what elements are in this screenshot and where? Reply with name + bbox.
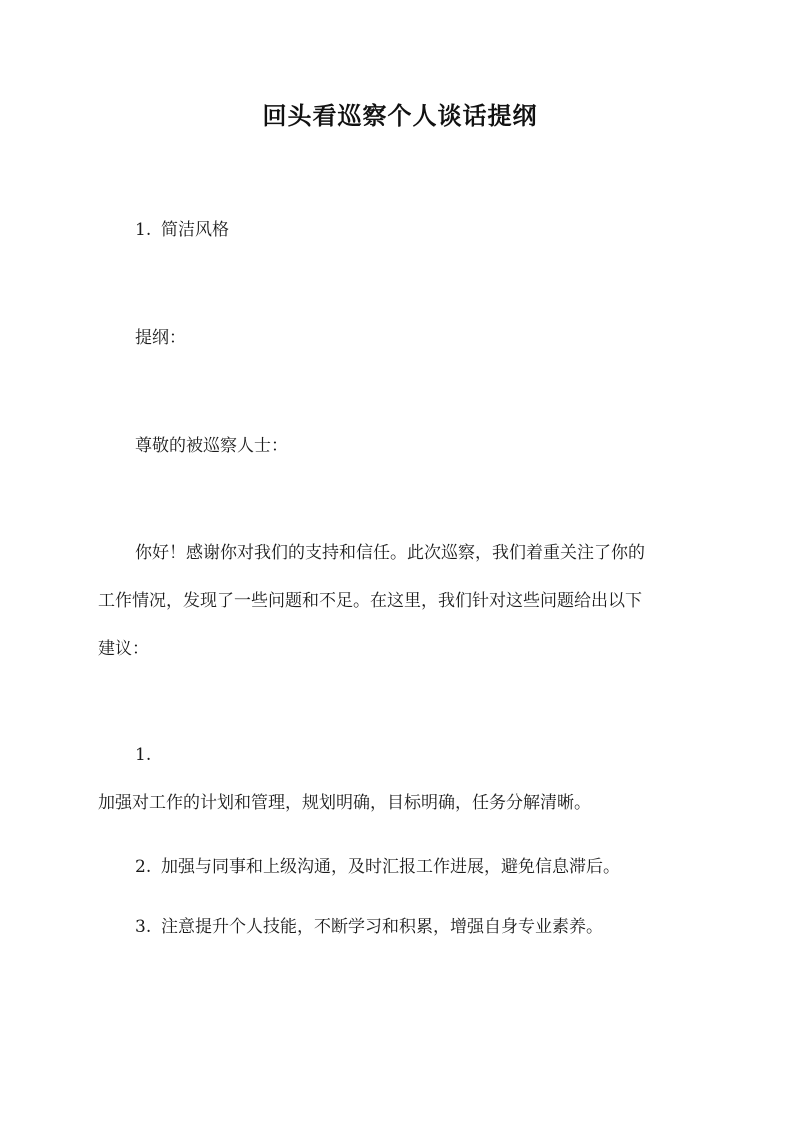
suggestion-3-text: 注意提升个人技能，不断学习和积累，增强自身专业素养。	[161, 917, 603, 937]
document-title: 回头看巡察个人谈话提纲	[262, 101, 538, 130]
suggestion-1-number: 1.	[135, 745, 152, 765]
suggestion-2	[135, 855, 620, 879]
section-number: 1.	[135, 220, 152, 240]
suggestion-2-text: 加强与同事和上级沟通，及时汇报工作进展，避免信息滞后。	[161, 857, 620, 877]
suggestion-1-text: 加强对工作的计划和管理，规划明确，目标明确，任务分解清晰。	[98, 793, 591, 813]
intro-paragraph-line-1: 你好！感谢你对我们的支持和信任。此次巡察，我们着重关注了你的	[135, 543, 645, 563]
suggestion-2-number: 2.	[135, 857, 152, 877]
outline-label: 提纲：	[135, 328, 186, 348]
suggestion-3-number: 3.	[135, 917, 152, 937]
section-heading-text: 简洁风格	[161, 220, 229, 240]
section-heading	[135, 218, 229, 242]
intro-paragraph-line-3: 建议：	[98, 639, 149, 659]
suggestion-3	[135, 915, 603, 939]
intro-paragraph-line-2: 工作情况，发现了一些问题和不足。在这里，我们针对这些问题给出以下	[98, 591, 642, 611]
salutation: 尊敬的被巡察人士：	[135, 436, 288, 456]
